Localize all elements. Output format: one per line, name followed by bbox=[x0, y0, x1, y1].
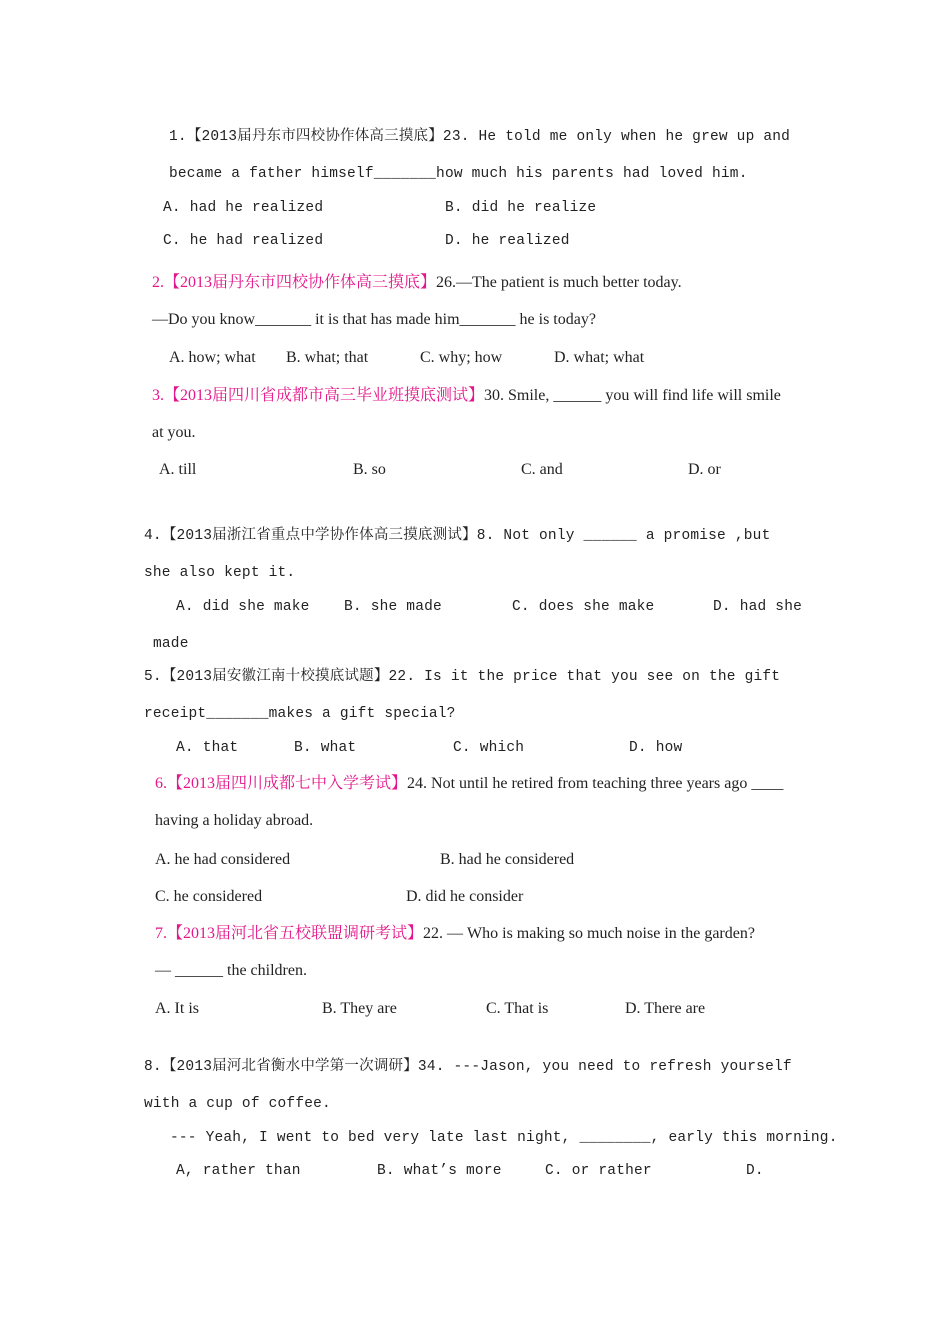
question-8-option-d: D. bbox=[746, 1163, 764, 1179]
question-4-option-d: D. had she bbox=[713, 599, 803, 615]
question-4-option-b: B. she made bbox=[344, 599, 442, 615]
question-1-stem: 23. He told me only when he grew up and bbox=[442, 129, 791, 145]
question-5-option-c: C. which bbox=[453, 740, 525, 756]
question-5-source: 【2013届安徽江南十校摸底试题】 bbox=[161, 669, 389, 685]
question-8-option-a: A, rather than bbox=[176, 1163, 301, 1179]
question-5-option-b: B. what bbox=[294, 740, 357, 756]
question-5-number: 5. bbox=[144, 669, 162, 685]
question-8-option-c: C. or rather bbox=[545, 1163, 652, 1179]
question-8-stem: 34. ---Jason, you need to refresh yourself bbox=[417, 1059, 792, 1075]
question-2-line-2: —Do you know_______ it is that has made him_______ he is today? bbox=[152, 311, 596, 328]
question-5-line-1 bbox=[144, 667, 780, 687]
question-7-source: 【2013届河北省五校联盟调研考试】 bbox=[167, 925, 424, 942]
question-6-option-b: B. had he considered bbox=[440, 851, 575, 868]
question-5-option-d: D. how bbox=[629, 740, 683, 756]
question-4-number: 4. bbox=[144, 528, 162, 544]
question-7-line-1 bbox=[155, 924, 755, 944]
question-2-option-a: A. how; what bbox=[169, 349, 256, 366]
question-6-line-2: having a holiday abroad. bbox=[155, 812, 314, 829]
question-6-source: 【2013届四川成都七中入学考试】 bbox=[167, 775, 408, 792]
question-8-line-1 bbox=[144, 1057, 792, 1077]
question-6-stem: 24. Not until he retired from teaching three years ago ____ bbox=[407, 775, 784, 792]
question-1-option-a: A. had he realized bbox=[163, 200, 324, 216]
question-3-stem: 30. Smile, ______ you will find life will smile bbox=[484, 387, 781, 404]
question-4-line-1 bbox=[144, 526, 770, 546]
question-1-line-1 bbox=[169, 127, 790, 147]
question-6-line-1 bbox=[155, 774, 783, 794]
question-6-option-a: A. he had considered bbox=[155, 851, 291, 868]
question-6-number: 6. bbox=[155, 775, 167, 792]
question-7-line-2: — ______ the children. bbox=[155, 962, 307, 979]
question-8-line-3: --- Yeah, I went to bed very late last night, ________, early this morning. bbox=[170, 1130, 838, 1146]
question-3-option-b: B. so bbox=[353, 461, 386, 478]
question-5-option-a: A. that bbox=[176, 740, 239, 756]
question-3-number: 3. bbox=[152, 387, 164, 404]
question-5-line-2: receipt_______makes a gift special? bbox=[144, 706, 456, 722]
question-7-stem: 22. — Who is making so much noise in the garden? bbox=[423, 925, 755, 942]
question-4-option-c: C. does she make bbox=[512, 599, 655, 615]
question-4-source: 【2013届浙江省重点中学协作体高三摸底测试】 bbox=[161, 528, 477, 544]
question-3-option-d: D. or bbox=[688, 461, 721, 478]
question-1-option-c: C. he had realized bbox=[163, 233, 324, 249]
question-2-number: 2. bbox=[152, 274, 164, 291]
question-1-line-2: became a father himself_______how much his parents had loved him. bbox=[169, 166, 748, 182]
question-4-stem: 8. Not only ______ a promise ,but bbox=[476, 528, 771, 544]
question-2-option-d: D. what; what bbox=[554, 349, 645, 366]
question-7-option-b: B. They are bbox=[322, 1000, 397, 1017]
question-3-option-a: A. till bbox=[159, 461, 197, 478]
question-3-line-1 bbox=[152, 386, 781, 406]
question-2-line-1 bbox=[152, 273, 682, 293]
question-8-number: 8. bbox=[144, 1059, 162, 1075]
question-6-option-c: C. he considered bbox=[155, 888, 263, 905]
question-2-stem: 26.—The patient is much better today. bbox=[436, 274, 682, 291]
question-4-line-3: made bbox=[153, 636, 189, 652]
question-2-option-c: C. why; how bbox=[420, 349, 503, 366]
question-7-number: 7. bbox=[155, 925, 167, 942]
question-2-option-b: B. what; that bbox=[286, 349, 369, 366]
question-1-number: 1. bbox=[169, 129, 187, 145]
question-3-line-2: at you. bbox=[152, 424, 196, 441]
question-7-option-c: C. That is bbox=[486, 1000, 549, 1017]
question-8-option-b: B. what’s more bbox=[377, 1163, 502, 1179]
question-2-source: 【2013届丹东市四校协作体高三摸底】 bbox=[164, 274, 437, 291]
question-7-option-a: A. It is bbox=[155, 1000, 199, 1017]
question-3-source: 【2013届四川省成都市高三毕业班摸底测试】 bbox=[164, 387, 485, 404]
question-6-option-d: D. did he consider bbox=[406, 888, 524, 905]
question-1-option-b: B. did he realize bbox=[445, 200, 597, 216]
question-4-option-a: A. did she make bbox=[176, 599, 310, 615]
question-4-line-2: she also kept it. bbox=[144, 565, 296, 581]
question-5-stem: 22. Is it the price that you see on the gift bbox=[388, 669, 781, 685]
question-8-source: 【2013届河北省衡水中学第一次调研】 bbox=[161, 1059, 418, 1075]
question-7-option-d: D. There are bbox=[625, 1000, 706, 1017]
question-1-source: 【2013届丹东市四校协作体高三摸底】 bbox=[186, 129, 443, 145]
question-3-option-c: C. and bbox=[521, 461, 563, 478]
question-8-line-2: with a cup of coffee. bbox=[144, 1096, 331, 1112]
question-1-option-d: D. he realized bbox=[445, 233, 570, 249]
